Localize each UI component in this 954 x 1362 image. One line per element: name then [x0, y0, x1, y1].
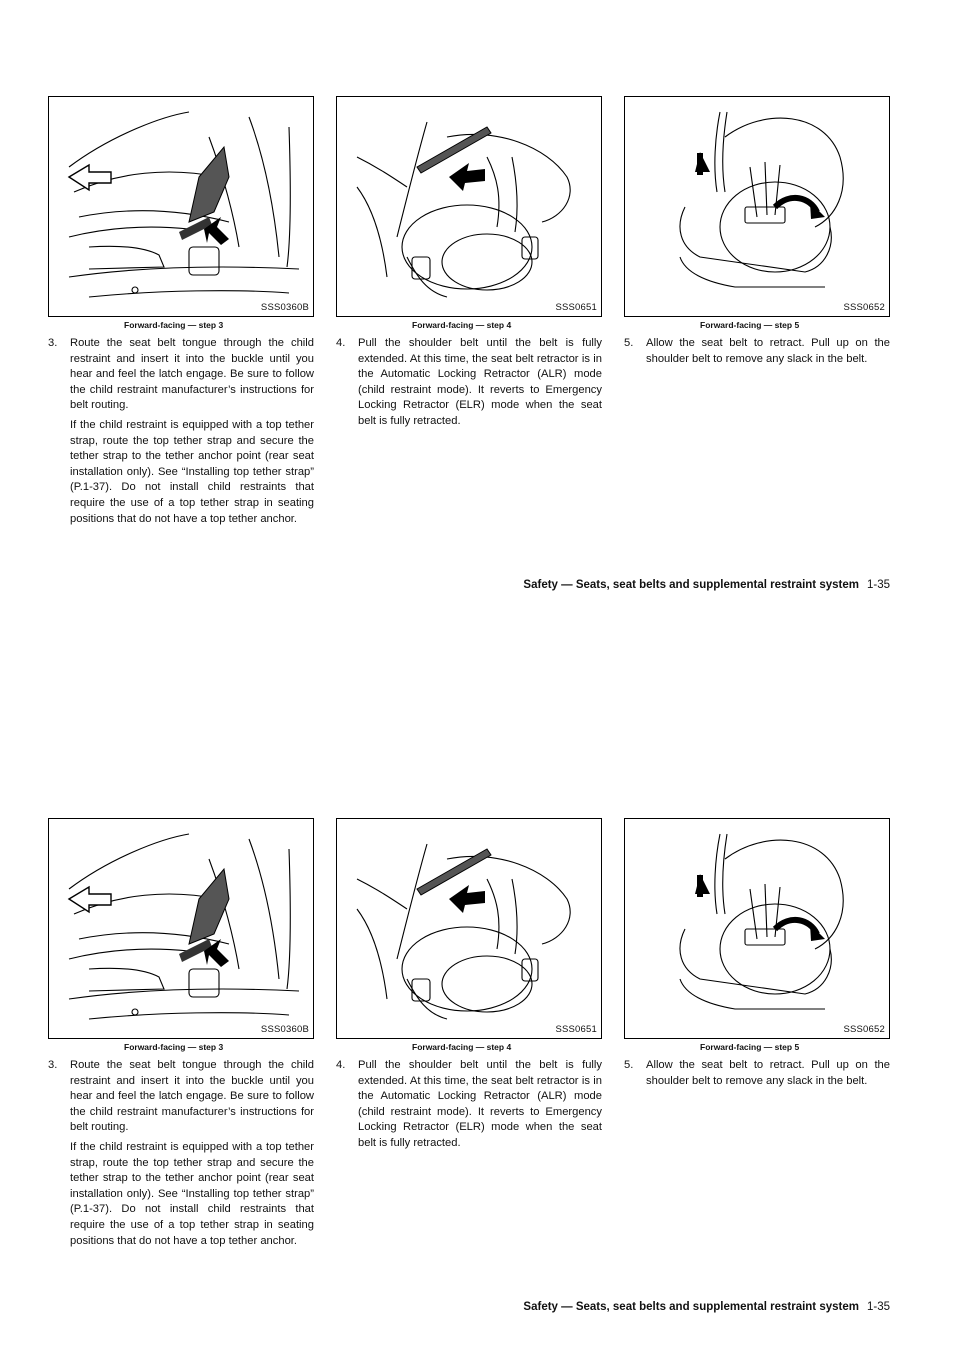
column-step-3 — [48, 96, 314, 531]
step-paragraph: If the child restraint is equipped with a top tether strap, route the top tether strap and secure the tether strap to the tether anchor point (rear seat installation only). See “Installing top tether strap” (P.1-37). Do not install child restraints that require the use of a top tether strap in seating positions that do not have a top tether anchor. — [70, 418, 314, 525]
step-3-text — [48, 336, 314, 527]
page-footer — [523, 1301, 890, 1313]
illustration-belt-buckle — [49, 97, 313, 316]
column-step-4 — [336, 96, 602, 434]
step-number: 5. — [624, 337, 634, 349]
step-number: 3. — [48, 1059, 58, 1071]
step-paragraph: Allow the seat belt to retract. Pull up on the shoulder belt to remove any slack in the belt. — [646, 1059, 890, 1087]
step-paragraph: Allow the seat belt to retract. Pull up on the shoulder belt to remove any slack in the belt. — [646, 337, 890, 365]
column-step-5 — [624, 818, 890, 1093]
page-number: 1-35 — [866, 1301, 890, 1313]
page-copy-top — [0, 0, 954, 640]
step-number: 3. — [48, 337, 58, 349]
step-5-text — [624, 336, 890, 367]
step-4-text — [336, 336, 602, 430]
figure-caption: Forward-facing — step 3 — [124, 320, 224, 330]
figure-step-3 — [48, 96, 314, 317]
figure-step-3 — [48, 818, 314, 1039]
step-4-text — [336, 1058, 602, 1152]
figure-code: SSS0652 — [843, 302, 885, 313]
illustration-belt-buckle — [49, 819, 313, 1038]
figure-caption: Forward-facing — step 4 — [412, 320, 512, 330]
figure-code: SSS0651 — [555, 1024, 597, 1035]
illustration-belt-retract — [625, 819, 889, 1038]
column-step-4 — [336, 818, 602, 1156]
figure-code: SSS0360B — [260, 302, 309, 313]
page-footer — [523, 579, 890, 591]
footer-title: Safety — Seats, seat belts and supplemental restraint system — [523, 579, 859, 591]
step-paragraph: Route the seat belt tongue through the child restraint and insert it into the buckle until you hear and feel the latch engage. Be sure to follow the child restraint manufacturer’s instructions for belt routing. — [70, 337, 314, 412]
figure-step-4 — [336, 96, 602, 317]
step-paragraph: Route the seat belt tongue through the child restraint and insert it into the buckle until you hear and feel the latch engage. Be sure to follow the child restraint manufacturer’s instructions for belt routing. — [70, 1059, 314, 1134]
figure-code: SSS0651 — [555, 302, 597, 313]
step-paragraph: Pull the shoulder belt until the belt is fully extended. At this time, the seat belt retractor is in the Automatic Locking Retractor (ALR) mode (child restraint mode). It reverts to Emergency Locking Retractor (ELR) mode when the seat belt is fully retracted. — [358, 1059, 602, 1149]
step-number: 4. — [336, 337, 346, 349]
figure-step-5 — [624, 818, 890, 1039]
figure-caption: Forward-facing — step 5 — [700, 1042, 800, 1052]
page-number: 1-35 — [866, 579, 890, 591]
illustration-belt-retract — [625, 97, 889, 316]
figure-step-4 — [336, 818, 602, 1039]
figure-step-5 — [624, 96, 890, 317]
step-paragraph: If the child restraint is equipped with a top tether strap, route the top tether strap and secure the tether strap to the tether anchor point (rear seat installation only). See “Installing top tether strap” (P.1-37). Do not install child restraints that require the use of a top tether strap in seating positions that do not have a top tether anchor. — [70, 1140, 314, 1247]
step-paragraph: Pull the shoulder belt until the belt is fully extended. At this time, the seat belt retractor is in the Automatic Locking Retractor (ALR) mode (child restraint mode). It reverts to Emergency Locking Retractor (ELR) mode when the seat belt is fully retracted. — [358, 337, 602, 427]
column-step-3 — [48, 818, 314, 1253]
step-number: 4. — [336, 1059, 346, 1071]
step-number: 5. — [624, 1059, 634, 1071]
column-step-5 — [624, 96, 890, 371]
illustration-pull-shoulder-belt — [337, 97, 601, 316]
illustration-pull-shoulder-belt — [337, 819, 601, 1038]
figure-caption: Forward-facing — step 3 — [124, 1042, 224, 1052]
figure-code: SSS0360B — [260, 1024, 309, 1035]
figure-caption: Forward-facing — step 5 — [700, 320, 800, 330]
figure-caption: Forward-facing — step 4 — [412, 1042, 512, 1052]
page-copy-bottom — [0, 722, 954, 1362]
footer-title: Safety — Seats, seat belts and supplemental restraint system — [523, 1301, 859, 1313]
step-3-text — [48, 1058, 314, 1249]
step-5-text — [624, 1058, 890, 1089]
figure-code: SSS0652 — [843, 1024, 885, 1035]
